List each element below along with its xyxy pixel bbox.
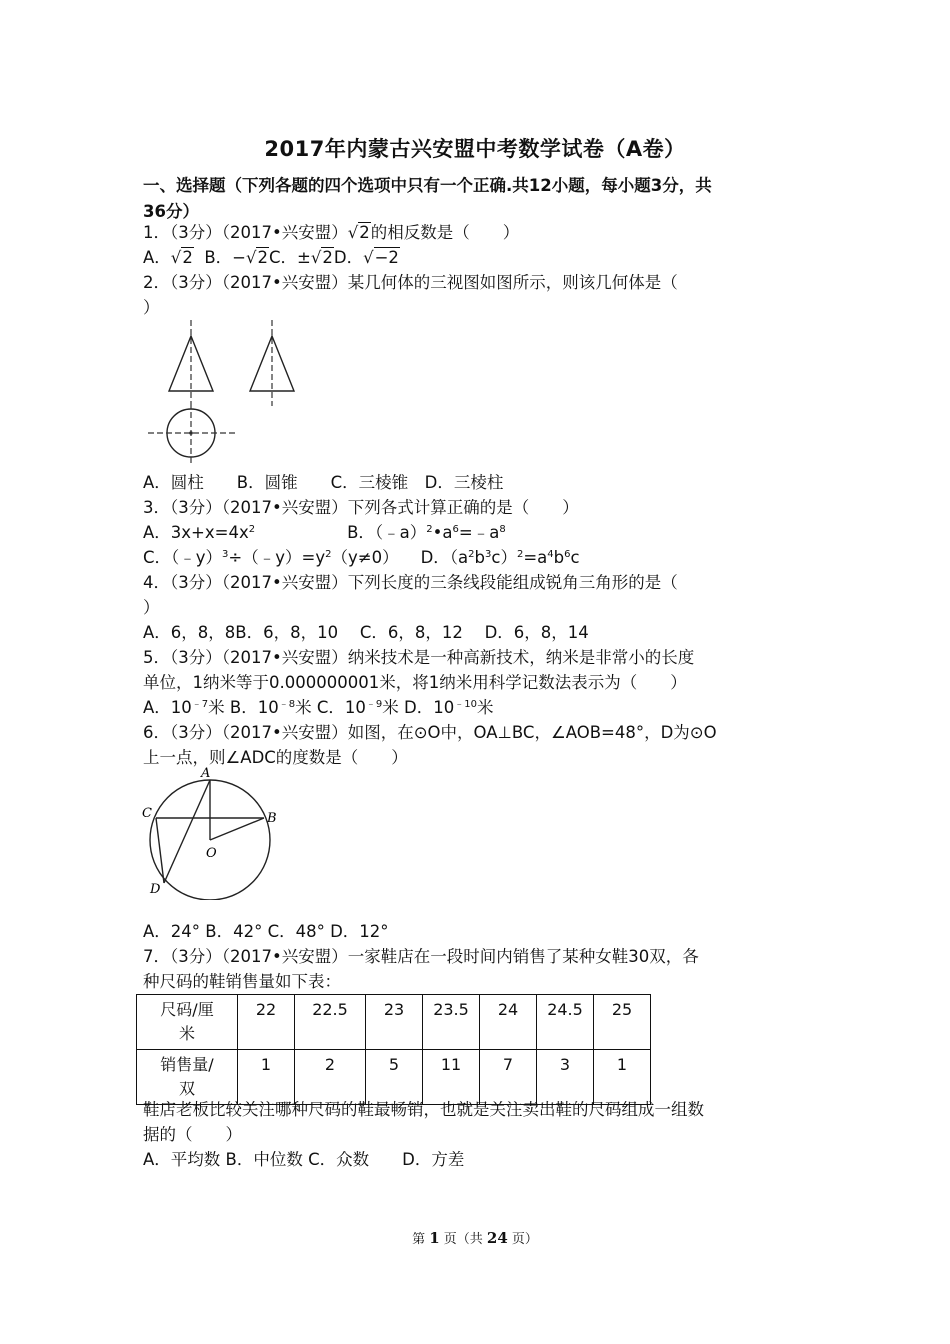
table-cell: 22.5 xyxy=(295,995,366,1050)
q2-stem-line1: 2．（3分）（2017•兴安盟）某几何体的三视图如图所示，则该几何体是（ xyxy=(143,273,678,292)
q5-options xyxy=(143,697,493,719)
sup: ﹣7 xyxy=(191,699,209,710)
q5-option-b: 米 B．10 xyxy=(208,698,279,717)
table-cell: 1 xyxy=(238,1050,295,1105)
text: •a xyxy=(432,523,453,542)
text: ÷（﹣y）=y xyxy=(228,548,326,567)
q7-after-line1: 鞋店老板比较关注哪种尺码的鞋最畅销，也就是关注卖出鞋的尺码组成一组数 xyxy=(143,1100,704,1119)
q1-option-c-rad: 2 xyxy=(322,248,333,267)
text: 页（共 xyxy=(439,1232,487,1247)
sup: ﹣9 xyxy=(365,699,383,710)
text: c xyxy=(570,548,580,567)
text: 页） xyxy=(507,1232,538,1247)
table-cell: 25 xyxy=(594,995,651,1050)
table-cell: 23.5 xyxy=(423,995,480,1050)
q3-option-d: D．（a xyxy=(420,548,469,567)
text: （y≠0） xyxy=(331,548,399,567)
text: 销售量/ xyxy=(160,1055,214,1074)
page-number: 1 xyxy=(429,1229,440,1247)
text: b xyxy=(474,548,486,567)
label-c: C xyxy=(142,806,152,821)
sup: 2 xyxy=(516,549,524,560)
table-cell: 23 xyxy=(366,995,423,1050)
sqrt-symbol: √2 xyxy=(170,248,193,267)
q5-stem-line1: 5．（3分）（2017•兴安盟）纳米技术是一种高新技术，纳米是非常小的长度 xyxy=(143,648,695,667)
text: c） xyxy=(491,548,517,567)
q1-stem-prefix: 1．（3分）（2017•兴安盟） xyxy=(143,223,348,242)
q7-stem-line2: 种尺码的鞋销售量如下表： xyxy=(143,972,341,991)
q5-option-a: A．10 xyxy=(143,698,192,717)
table-header-cell xyxy=(137,995,238,1050)
text: =﹣a xyxy=(458,523,500,542)
table-header-cell xyxy=(137,1050,238,1105)
q2-options: A．圆柱 B．圆锥 C．三棱锥 D．三棱柱 xyxy=(143,473,504,492)
three-view-figure xyxy=(143,318,308,468)
q3-option-c: C．（﹣y） xyxy=(143,548,223,567)
q1-radicand: 2 xyxy=(359,223,370,242)
section-heading-line1: 一、选择题（下列各题的四个选项中只有一个正确.共12小题，每小题3分，共 xyxy=(143,176,712,195)
sup: ﹣8 xyxy=(278,699,296,710)
q5-option-c: 米 C．10 xyxy=(295,698,366,717)
q1-stem xyxy=(143,222,519,244)
sup: 2 xyxy=(426,524,433,535)
q3-option-b: B．（﹣a） xyxy=(347,523,427,542)
page-title: 2017年内蒙古兴安盟中考数学试卷（A卷） xyxy=(264,137,686,161)
q3-options-ab xyxy=(143,522,506,544)
sup: 2 xyxy=(468,549,475,560)
q1-option-b: B．− xyxy=(204,248,246,267)
page-footer xyxy=(0,1228,950,1247)
table-cell: 2 xyxy=(295,1050,366,1105)
q7-options: A．平均数 B．中位数 C．众数 D．方差 xyxy=(143,1150,465,1169)
sup: 3 xyxy=(485,549,492,560)
table-cell: 3 xyxy=(537,1050,594,1105)
table-cell: 7 xyxy=(480,1050,537,1105)
label-d: D xyxy=(150,882,161,897)
table-row xyxy=(137,1050,651,1105)
label-a: A xyxy=(201,766,211,781)
q1-option-d: D． xyxy=(333,248,364,267)
q6-options: A．24° B．42° C．48° D．12° xyxy=(143,922,389,941)
shoe-sales-table xyxy=(136,994,651,1105)
sup: 2 xyxy=(325,549,332,560)
table-cell: 24.5 xyxy=(537,995,594,1050)
q4-stem-line1: 4．（3分）（2017•兴安盟）下列长度的三条线段能组成锐角三角形的是（ xyxy=(143,573,678,592)
sup: ﹣10 xyxy=(454,699,477,710)
front-view-triangle xyxy=(169,336,213,391)
text: 米 xyxy=(476,698,494,717)
q6-stem-line1: 6．（3分）（2017•兴安盟）如图，在⊙O中，OA⊥BC，∠AOB=48°，D为⊙O xyxy=(143,723,717,742)
q7-stem-line1: 7．（3分）（2017•兴安盟）一家鞋店在一段时间内销售了某种女鞋30双，各 xyxy=(143,947,699,966)
segment-da xyxy=(164,780,210,883)
sqrt-symbol: √2 xyxy=(347,223,370,242)
table-cell: 1 xyxy=(594,1050,651,1105)
q1-option-c: C．± xyxy=(268,248,311,267)
q1-option-a: A． xyxy=(143,248,171,267)
q5-option-d: 米 D．10 xyxy=(382,698,455,717)
sqrt-symbol: √2 xyxy=(310,248,333,267)
side-view-triangle xyxy=(250,336,294,391)
table-row xyxy=(137,995,651,1050)
total-pages: 24 xyxy=(486,1229,508,1247)
text: 尺码/厘 xyxy=(160,1000,214,1019)
sup: 6 xyxy=(452,524,459,535)
text: 双 xyxy=(178,1079,195,1098)
sup: 6 xyxy=(564,549,571,560)
q1-option-b-rad: 2 xyxy=(257,248,268,267)
q3-stem: 3．（3分）（2017•兴安盟）下列各式计算正确的是（ ） xyxy=(143,498,579,517)
segment-ob xyxy=(210,818,264,840)
sqrt-symbol: √−2 xyxy=(363,248,399,267)
q1-option-d-rad: −2 xyxy=(374,248,399,267)
sqrt-symbol: √2 xyxy=(245,248,268,267)
q5-stem-line2: 单位，1纳米等于0.000000001米，将1纳米用科学记数法表示为（ ） xyxy=(143,673,687,692)
text: b xyxy=(553,548,565,567)
section-heading xyxy=(143,173,823,225)
sup: 2 xyxy=(248,524,256,535)
table-cell: 24 xyxy=(480,995,537,1050)
q1-options xyxy=(143,247,400,269)
table-cell: 5 xyxy=(366,1050,423,1105)
q6-stem-line2: 上一点，则∠ADC的度数是（ ） xyxy=(143,748,408,767)
sup: 4 xyxy=(547,549,554,560)
q2-stem-line2: ） xyxy=(143,298,160,317)
table-cell: 11 xyxy=(423,1050,480,1105)
q1-stem-suffix: 的相反数是（ ） xyxy=(370,223,520,242)
text: 米 xyxy=(178,1024,195,1043)
label-b: B xyxy=(267,811,277,826)
label-o: O xyxy=(206,846,217,861)
q7-after-line2: 据的（ ） xyxy=(143,1125,242,1144)
table-cell: 22 xyxy=(238,995,295,1050)
q3-option-a: A．3x+x=4x xyxy=(143,523,249,542)
section-heading-line2: 36分） xyxy=(143,202,199,221)
q1-option-a-rad: 2 xyxy=(182,248,193,267)
sup: 3 xyxy=(222,549,229,560)
q3-options-cd xyxy=(143,547,580,569)
q4-options: A．6，8，8B．6，8，10 C．6，8，12 D．6，8，14 xyxy=(143,623,589,642)
sup: 8 xyxy=(499,524,506,535)
text: 第 xyxy=(412,1232,430,1247)
text: =a xyxy=(523,548,548,567)
circle-figure xyxy=(140,765,285,900)
q4-stem-line2: ） xyxy=(143,598,160,617)
